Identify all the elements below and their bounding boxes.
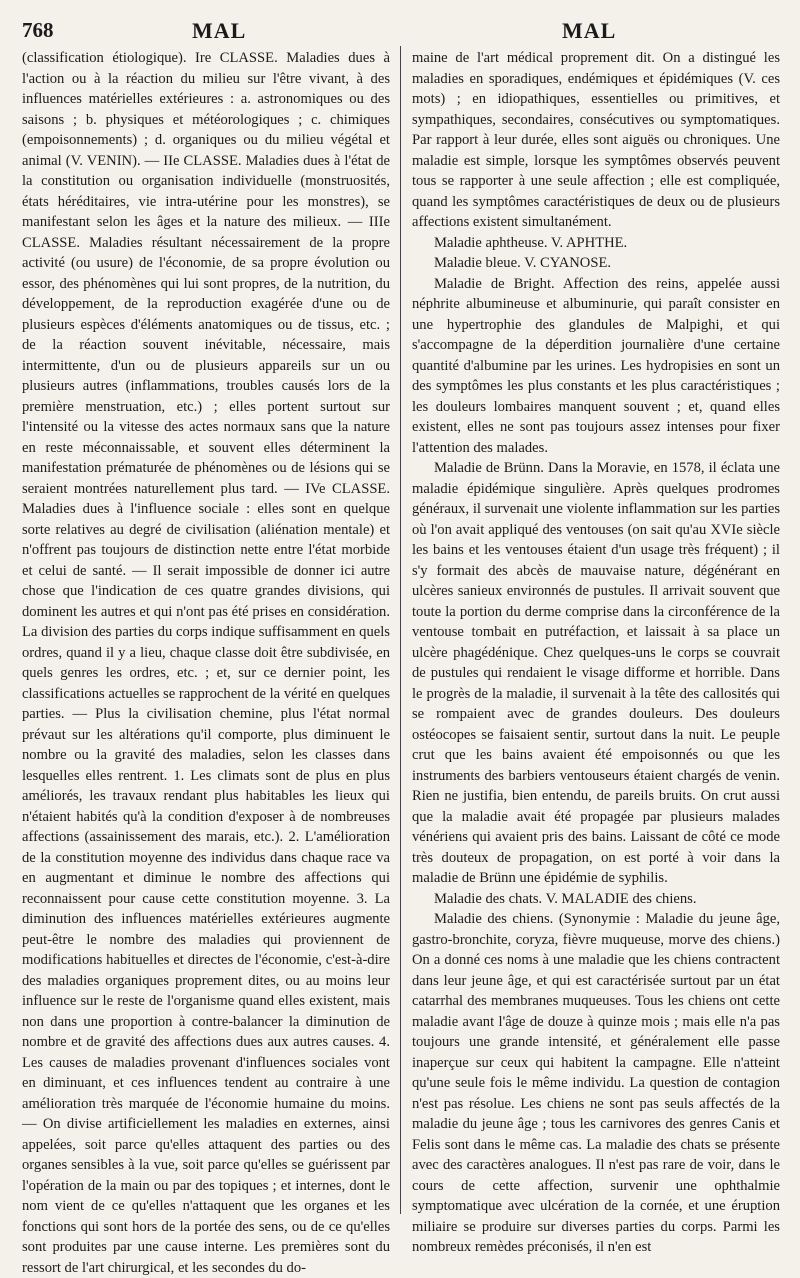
- column-divider: [400, 46, 401, 1214]
- right-paragraph-continuation: maine de l'art médical proprement dit. On a distingué les maladies en sporadiques, endémiques et épidémiques (V. ces mots) ; en idiopathiques, essentielles ou primitives, et sympathiques, secondaires, consécutives ou symptomatiques. Par rapport à leur durée, elles sont aiguës ou chroniques. Une maladie est simple, lorsque les symptômes observés peuvent tous se rapporter à une seule affection ; elle est compliquée, quand les symptômes caractéristiques de deux ou de plusieurs affections existent simultanément.: [412, 50, 780, 230]
- left-column: [22, 48, 390, 1276]
- left-running-head: MAL: [192, 18, 247, 43]
- right-column: [412, 48, 780, 1255]
- entry-maladie-des-chiens: Maladie des chiens. (Synonymie : Maladie du jeune âge, gastro-bronchite, coryza, fièvre muqueuse, morve des chiens.) On a donné ces noms à une maladie que les chiens contractent dans leur jeune âge, et qui est caractérisée surtout par un état catarrhal des membranes muqueuses. Tous les chiens ont cette maladie avant l'âge de douze à quinze mois ; mais elle n'a pas toujours une grande intensité, et généralement elle passe inaperçue sur ceux qui habitent la campagne. Elle n'atteint qu'une seule fois le même individu. La question de contagion n'est pas résolue. Les chiens ne sont pas seuls affectés de la maladie du jeune âge ; tous les carnivores des genres Canis et Felis sont dans le même cas. La maladie des chats se présente avec des caractères analogues. Il n'est pas rare de voir, dans le cours de cette affection, survenir une ophthalmie symptomatique avec ulcération de la cornée, et une éruption miliaire se produire sur diverses parties du corps. Parmi les nombreux remèdes préconisés, il n'en est: [412, 911, 780, 1255]
- entry-maladie-aphtheuse: Maladie aphtheuse. V. APHTHE.: [434, 234, 628, 251]
- entry-maladie-de-bright: Maladie de Bright. Affection des reins, appelée aussi néphrite albumineuse et albuminurie, qui paraît consister en une hypertrophie des glandules de Malpighi, et qui s'accompagne de la déperdition journalière d'une certaine quantité d'albumine par les urines. Les hydropisies en sont un des symptômes les plus constants et les plus caractéristiques ; les douleurs lombaires manquent souvent ; et, quand elles existent, elles ne sont pas toujours assez intenses pour fixer l'attention des malades.: [412, 275, 780, 456]
- running-header: [22, 18, 778, 48]
- entry-maladie-des-chats: Maladie des chats. V. MALADIE des chiens.: [434, 890, 697, 907]
- entry-maladie-bleue: Maladie bleue. V. CYANOSE.: [434, 255, 612, 271]
- left-column-text: (classification étiologique). Ire CLASSE. Maladies dues à l'action ou à la réaction du milieu sur l'être vivant, à des influences matérielles extérieures : a. astronomiques ou des saisons ; b. physiques et météorologiques ; c. chimiques (empoisonnements) ; d. organiques ou du milieu végétal et animal (V. VENIN). — IIe CLASSE. Maladies dues à l'état de la constitution ou organisation individuelle (monstruosités, états héréditaires, vie intra-utérine pour les monstres), se manifestant selon les âges et la nature des milieux. — IIIe CLASSE. Maladies résultant nécessairement de la propre activité (ou usure) de l'économie, de sa propre évolution ou essor, des phénomènes qui lui sont propres, de la nutrition, du développement, de la reproduction exagérée d'une ou de plusieurs espèces d'éléments anatomiques ou de tissus, etc. ; de la réaction souvent inévitable, nécessaire, mais intermittente, d'un ou de plusieurs appareils sur un ou plusieurs autres (inflammations, troubles causés lors de la première menstruation, etc.) ; elles portent surtout sur l'intensité ou la vitesse des actes normaux sans que la nature en reste méconnaissable, et souvent elles déterminent la manifestation prématurée de phénomènes ou de lésions qui se seraient montrées naturellement plus tard. — IVe CLASSE. Maladies dues à l'influence sociale : elles sont en quelque sorte relatives au degré de civilisation (aliénation mentale) et n'offrent pas toujours de distinction nette entre l'état morbide et celui de santé. — Il serait impossible de donner ici autre chose que l'indication de ces quatre grandes divisions, qui dominent les autres et qui n'ont pas été prises en considération. La division des parties du corps indique suffisamment en quels ordres, quand il y a lieu, chaque classe doit être subdivisée, en quels genres les ordres, etc. ; et, sur ce dernier point, les classifications actuelles se rapprochent de la vérité en quelques parties. — Plus la civilisation chemine, plus l'état normal prévaut sur les altérations qu'il comporte, plus diminuent le nombre ou la gravité des maladies, selon les classes dans lesquelles elles rentrent. 1. Les climats sont de plus en plus améliorés, les travaux rendant plus habitables les lieux qui n'étaient habités qu'à la condition d'exposer à de nombreuses affections (assainissement des marais, etc.). 2. L'amélioration de la constitution moyenne des individus dans chaque race va en augmentant et diminue le nombre des affections qui reconnaissent pour cause cette constitution moyenne. 3. La diminution des influences matérielles extérieures augmente peut-être le nombre des maladies qui proviennent de modifications habituelles et directes de l'économie, c'est-à-dire des maladies organiques proprement dites, ou au moins leur influence sur le reste de l'organisme quand elles existent, mais non dans une proportion à contre-balancer la diminution de nombre et de gravité des affections dues aux autres causes. 4. Les causes de maladies provenant d'influences sociales vont en diminuant, et ces influences tendent au contraire à une amélioration très marquée de l'économie humaine du moins. — On divise artificiellement les maladies en externes, ainsi appelées, soit parce qu'elles attaquent des parties ou des organes sensibles à la vue, soit parce qu'elles se guérissent par l'opération de la main ou par des topiques ; et internes, dont le nom vient de ce qu'elles n'attaquent que les organes et les fonctions qui sont hors de la portée des sens, ou de ce qu'elles sont produites par une cause interne. Les premières sont du ressort de l'art chirurgical, et les secondes du do-: [22, 50, 390, 1276]
- entry-maladie-de-brunn: Maladie de Brünn. Dans la Moravie, en 1578, il éclata une maladie épidémique singulière. Après quelques prodromes généraux, il survenait une violente inflammation sur les parties où l'on avait appliqué des ventouses (on sait qu'au XVIe siècle les bains et les ventouses étaient d'un usage très fréquent) ; il s'y formait des abcès de mauvaise nature, dégénérant en ulcères sanieux environnés de pustules. Il arrivait souvent que toute la portion du derme comprise dans la circonférence de la ventouse tombait en putréfaction, et laissait à sa place un ulcère phagédénique. Chez quelques-uns le corps se couvrait de pustules qui rendaient le visage difforme et horrible. Dans le progrès de la maladie, il survenait à la tête des callosités qui se rompaient avec de grandes douleurs. Des douleurs ostéocopes se faisaient sentir, surtout dans la nuit. Le peuple crut que les bains avaient été empoisonnés ou que les instruments des barbiers ventouseurs étaient chargés de venin. Rien ne justifia, bien entendu, de pareils bruits. On crut aussi que la maladie avait été propagée par plusieurs malades vénériens qui avaient pris des bains. Laissant de côté ce mode très douteux de propagation, on est porté à voir dans la maladie de Brünn une épidémie de syphilis.: [412, 460, 780, 886]
- page-number: 768: [22, 18, 54, 42]
- right-running-head: MAL: [562, 18, 617, 43]
